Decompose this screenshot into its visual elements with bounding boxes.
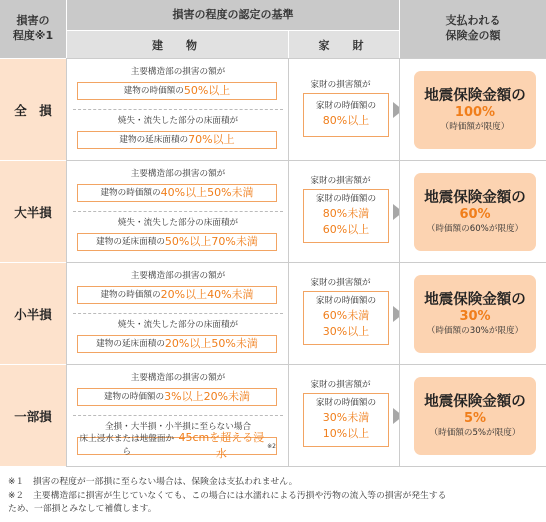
- degree-header: [0, 0, 66, 58]
- payout-title: 地震保険金額の: [424, 291, 526, 308]
- footnote-2-cont: [8, 503, 544, 516]
- payout-header: [399, 0, 546, 58]
- payout-box: [414, 71, 536, 149]
- building-criterion-1-box: [77, 286, 277, 304]
- building-criterion-2-lead: 焼失・流失した部分の床面積が: [117, 116, 239, 126]
- payout-header-line1: 支払われる: [445, 14, 501, 28]
- household-value-1: 30%未満: [322, 410, 370, 424]
- building-criterion-1-box: [77, 184, 277, 202]
- level-label: 一部損: [14, 408, 52, 424]
- criterion-lead-text: 建物の時価額の: [100, 289, 161, 300]
- building-cell: [66, 160, 288, 262]
- criterion-value: 50%以上: [183, 83, 231, 97]
- payout-limit-note: （時価額の60%が限度）: [426, 223, 524, 234]
- building-criterion-1-box: [77, 82, 277, 100]
- payout-limit-note: （時価額の5%が限度）: [429, 427, 521, 438]
- building-criterion-1-lead: 主要構造部の損害の額が: [130, 271, 226, 281]
- building-criterion-1-lead: 主要構造部の損害の額が: [130, 169, 226, 179]
- payout-percent: 100%: [454, 105, 496, 121]
- level-label: 小半損: [14, 306, 52, 322]
- payout-box: [414, 173, 536, 251]
- building-criterion-2-lead: 焼失・流失した部分の床面積が: [117, 218, 239, 228]
- building-cell: [66, 58, 288, 160]
- building-criterion-1-box: [77, 388, 277, 406]
- building-header-label: 建 物: [152, 38, 203, 52]
- payout-title: 地震保険金額の: [424, 189, 526, 206]
- footnote-1-mark: ※１: [8, 477, 25, 487]
- payout-percent: 60%: [459, 207, 491, 223]
- payout-title: 地震保険金額の: [424, 87, 526, 104]
- payout-title: 地震保険金額の: [424, 393, 526, 410]
- payout-cell: [399, 58, 546, 160]
- criterion-value: 45cmを超える浸水: [178, 430, 265, 460]
- household-lead-text: 家財の時価額の: [315, 101, 377, 112]
- criterion-lead-text: 建物の延床面積の: [96, 338, 165, 349]
- criterion-value: 40%以上50%未満: [160, 185, 254, 199]
- payout-limit-note: （時価額の30%が限度）: [426, 325, 524, 336]
- household-cell: [288, 262, 399, 364]
- criterion-value: 3%以上20%未満: [164, 389, 251, 403]
- building-criterion-2-lead: 焼失・流失した部分の床面積が: [117, 320, 239, 330]
- footnote-1-text: 損害の程度が一部損に至らない場合は、保険金は支払われません。: [32, 477, 298, 487]
- building-criterion-2-box: [77, 131, 277, 149]
- household-lead-text: 家財の時価額の: [315, 194, 377, 205]
- degree-header-line2: 程度※1: [12, 29, 54, 42]
- household-criterion-box: [303, 393, 389, 447]
- household-criterion-label: 家財の損害額が: [310, 278, 371, 288]
- payout-cell: [399, 262, 546, 364]
- building-cell: [66, 364, 288, 466]
- criteria-divider: [73, 313, 283, 314]
- building-criterion-2-box: [77, 233, 277, 251]
- household-value-1: 80%未満: [322, 206, 370, 220]
- payout-percent: 30%: [459, 309, 491, 325]
- household-criterion-box: [303, 93, 389, 137]
- household-lead-text: 家財の時価額の: [315, 296, 377, 307]
- footnote-2: [8, 490, 544, 503]
- payout-percent: 5%: [463, 411, 487, 427]
- payout-header-line2: 保険金の額: [445, 29, 501, 42]
- household-value-1: 60%未満: [322, 308, 370, 322]
- level-cell: [0, 262, 66, 364]
- footnote-2-text-line1: 主要構造部に損害が生じていなくても、この場合には水濡れによる汚損や汚物の流入等の損害が発生する: [32, 491, 447, 501]
- household-criterion-label: 家財の損害額が: [310, 80, 371, 90]
- criteria-header-label: 損害の程度の認定の基準: [172, 7, 294, 21]
- payout-box: [414, 377, 536, 455]
- household-value-2: 10%以上: [322, 427, 370, 441]
- criterion-lead-text: 建物の延床面積の: [96, 236, 165, 247]
- level-label: 全 損: [14, 102, 52, 118]
- footnote-2-text-line2: ため、一部損とみなして補償します。: [8, 504, 157, 514]
- household-criterion-box: [303, 291, 389, 345]
- payout-cell: [399, 160, 546, 262]
- household-header-label: 家 財: [318, 38, 370, 52]
- payout-limit-note: （時価額が限度）: [440, 121, 510, 132]
- criterion-lead-text: 建物の時価額の: [100, 187, 161, 198]
- table-bottom-border: [66, 466, 546, 467]
- household-value-2: 30%以上: [322, 325, 370, 339]
- criterion-lead-text: 建物の時価額の: [123, 85, 184, 96]
- level-cell: [0, 160, 66, 262]
- criterion-lead-text: 建物の延床面積の: [119, 134, 189, 145]
- household-header: [288, 30, 399, 58]
- criteria-divider: [73, 211, 283, 212]
- building-criterion-1-lead: 主要構造部の損害の額が: [130, 67, 226, 77]
- building-criterion-2-box: [77, 335, 277, 353]
- level-cell: [0, 58, 66, 160]
- household-value-2: 60%以上: [322, 223, 370, 237]
- household-cell: [288, 58, 399, 160]
- household-cell: [288, 364, 399, 466]
- household-cell: [288, 160, 399, 262]
- level-cell: [0, 364, 66, 466]
- criteria-header: [66, 0, 399, 30]
- household-criterion-box: [303, 189, 389, 243]
- household-criterion-label: 家財の損害額が: [310, 176, 371, 186]
- household-lead-text: 家財の時価額の: [315, 398, 377, 409]
- level-label: 大半損: [14, 204, 52, 220]
- footnote-2-mark: ※２: [8, 491, 25, 501]
- criterion-lead-text: 床上浸水または地盤面から: [79, 434, 175, 457]
- criterion-value: 50%以上70%未満: [164, 234, 258, 248]
- footnote-1: [8, 476, 544, 489]
- building-header: [66, 30, 288, 58]
- payout-cell: [399, 364, 546, 466]
- criterion-footnote-mark: ※2: [267, 442, 276, 450]
- building-criterion-2-box: [77, 430, 277, 460]
- household-criterion-label: 家財の損害額が: [310, 380, 371, 390]
- criterion-value: 70%以上: [188, 132, 235, 146]
- building-criterion-1-lead: 主要構造部の損害の額が: [130, 373, 226, 383]
- building-criterion-2-lead: 全損・大半損・小半損に至らない場合: [104, 422, 252, 432]
- criteria-divider: [73, 415, 283, 416]
- criterion-lead-text: 建物の時価額の: [103, 391, 165, 402]
- criterion-value: 20%以上40%未満: [160, 287, 254, 301]
- household-value-1: 80%以上: [322, 114, 370, 128]
- degree-header-line1: 損害の: [16, 14, 50, 28]
- criteria-divider: [73, 109, 283, 110]
- payout-box: [414, 275, 536, 353]
- criterion-value: 20%以上50%未満: [164, 336, 258, 350]
- building-cell: [66, 262, 288, 364]
